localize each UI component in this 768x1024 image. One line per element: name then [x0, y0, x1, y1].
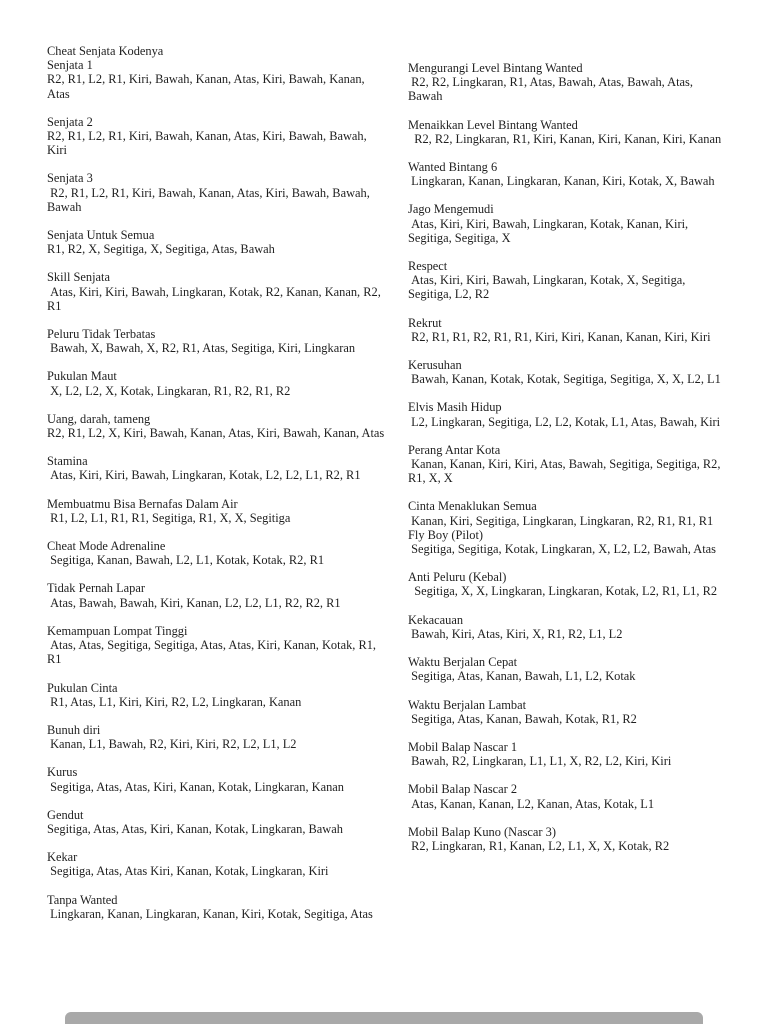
document-heading: Cheat Senjata Kodenya — [47, 44, 164, 58]
cheat-entry — [47, 681, 385, 709]
cheat-entry — [408, 655, 726, 683]
cheat-title: Cheat Mode Adrenaline — [47, 539, 166, 554]
cheat-title: Uang, darah, tameng — [47, 411, 151, 426]
cheat-title: Senjata 1 — [47, 58, 93, 73]
cheat-code: R2, R1, L2, R1, Kiri, Bawah, Kanan, Atas, Kiri, Bawah, Kanan, Atas — [47, 72, 368, 101]
cheat-code: Bawah, Kanan, Kotak, Kotak, Segitiga, Segitiga, X, X, L2, L1 — [408, 372, 721, 387]
cheat-entry — [408, 570, 726, 598]
cheat-code: Atas, Kiri, Kiri, Bawah, Lingkaran, Kotak, X, Segitiga, Segitiga, L2, R2 — [408, 273, 689, 302]
cheat-title: Elvis Masih Hidup — [408, 400, 502, 415]
cheat-title: Fly Boy (Pilot) — [408, 527, 484, 542]
cheat-title: Senjata Untuk Semua — [47, 228, 155, 243]
cheat-code: R2, R2, Lingkaran, R1, Kiri, Kanan, Kiri, Kanan, Kiri, Kanan — [408, 131, 722, 146]
cheat-title: Respect — [408, 259, 448, 274]
cheat-title: Waktu Berjalan Cepat — [408, 655, 518, 670]
cheat-entry — [47, 850, 385, 878]
cheat-entry — [47, 454, 385, 482]
cheat-code: R2, R1, L2, X, Kiri, Bawah, Kanan, Atas, Kiri, Bawah, Kanan, Atas — [47, 426, 385, 441]
cheat-title: Skill Senjata — [47, 270, 110, 285]
cheat-title: Senjata 2 — [47, 114, 93, 129]
cheat-title: Pukulan Cinta — [47, 680, 118, 695]
cheat-title: Menaikkan Level Bintang Wanted — [408, 117, 578, 132]
cheat-code: Atas, Kanan, Kanan, L2, Kanan, Atas, Kotak, L1 — [408, 796, 655, 811]
cheat-code: Kanan, Kanan, Kiri, Kiri, Atas, Bawah, Segitiga, Segitiga, R2, R1, X, X — [408, 457, 724, 486]
cheat-entry — [408, 499, 726, 527]
cheat-code: R2, Lingkaran, R1, Kanan, L2, L1, X, X, Kotak, R2 — [408, 838, 670, 853]
cheat-entry — [408, 358, 726, 386]
cheat-entry — [408, 443, 726, 486]
cheat-code: R1, L2, L1, R1, R1, Segitiga, R1, X, X, Segitiga — [47, 510, 291, 525]
cheat-entry — [47, 228, 385, 256]
cheat-code: Kanan, Kiri, Segitiga, Lingkaran, Lingkaran, R2, R1, R1, R1 — [408, 513, 714, 528]
cheat-entry — [408, 259, 726, 302]
cheat-entry — [47, 412, 385, 440]
cheat-code: Segitiga, Atas, Atas, Kiri, Kanan, Kotak, Lingkaran, Bawah — [47, 821, 343, 836]
cheat-entry — [47, 624, 385, 667]
cheat-title: Kerusuhan — [408, 358, 462, 373]
cheat-entry — [47, 171, 385, 214]
cheat-entry — [47, 581, 385, 609]
cheat-code: Lingkaran, Kanan, Lingkaran, Kanan, Kiri, Kotak, X, Bawah — [408, 174, 715, 189]
cheat-code: Atas, Bawah, Bawah, Kiri, Kanan, L2, L2, L1, R2, R2, R1 — [47, 595, 341, 610]
cheat-code: Segitiga, Atas, Kanan, Bawah, Kotak, R1, R2 — [408, 711, 637, 726]
cheat-title: Kurus — [47, 765, 78, 780]
cheat-title: Anti Peluru (Kebal) — [408, 570, 507, 585]
cheat-entry — [408, 160, 726, 188]
cheat-title: Mobil Balap Nascar 1 — [408, 739, 518, 754]
cheat-code: Bawah, R2, Lingkaran, L1, L1, X, R2, L2, Kiri, Kiri — [408, 754, 672, 769]
cheat-entry — [47, 369, 385, 397]
cheat-entry — [408, 118, 726, 146]
cheat-title: Tanpa Wanted — [47, 892, 118, 907]
cheat-code: R2, R1, R1, R2, R1, R1, Kiri, Kiri, Kanan, Kanan, Kiri, Kiri — [408, 329, 711, 344]
cheat-title: Peluru Tidak Terbatas — [47, 327, 156, 342]
cheat-title: Bunuh diri — [47, 722, 101, 737]
cheat-title: Cinta Menaklukan Semua — [408, 499, 537, 514]
cheat-code: Atas, Kiri, Kiri, Bawah, Lingkaran, Kotak, L2, L2, L1, R2, R1 — [47, 468, 361, 483]
cheat-title: Senjata 3 — [47, 171, 93, 186]
cheat-title: Waktu Berjalan Lambat — [408, 697, 527, 712]
cheat-title: Mobil Balap Kuno (Nascar 3) — [408, 824, 556, 839]
cheat-entry — [408, 61, 726, 104]
cheat-title: Kemampuan Lompat Tinggi — [47, 623, 188, 638]
cheat-title: Jago Mengemudi — [408, 202, 494, 217]
cheat-code: Bawah, Kiri, Atas, Kiri, X, R1, R2, L1, L2 — [408, 626, 623, 641]
cheat-title: Gendut — [47, 807, 84, 822]
cheat-entry — [47, 327, 385, 355]
cheat-code: X, L2, L2, X, Kotak, Lingkaran, R1, R2, R1, R2 — [47, 383, 291, 398]
cheat-entry — [47, 115, 385, 158]
cheat-code: R2, R2, Lingkaran, R1, Atas, Bawah, Atas, Bawah, Atas, Bawah — [408, 75, 697, 104]
cheat-entry — [47, 893, 385, 921]
cheat-title: Mobil Balap Nascar 2 — [408, 782, 518, 797]
cheat-code: L2, Lingkaran, Segitiga, L2, L2, Kotak, L1, Atas, Bawah, Kiri — [408, 414, 721, 429]
cheat-code: R2, R1, L2, R1, Kiri, Bawah, Kanan, Atas, Kiri, Bawah, Bawah, Kiri — [47, 129, 370, 158]
cheat-entry — [47, 497, 385, 525]
cheat-entry — [408, 825, 726, 853]
cheat-code: Atas, Atas, Segitiga, Segitiga, Atas, Atas, Kiri, Kanan, Kotak, R1, R1 — [47, 638, 380, 667]
cheat-title: Rekrut — [408, 315, 442, 330]
horizontal-scrollbar[interactable] — [65, 1012, 703, 1024]
cheat-entry — [47, 765, 385, 793]
cheat-entry — [408, 740, 726, 768]
cheat-code: Atas, Kiri, Kiri, Bawah, Lingkaran, Kotak, Kanan, Kiri, Segitiga, Segitiga, X — [408, 216, 692, 245]
cheat-entry — [408, 698, 726, 726]
cheat-code: Segitiga, Atas, Atas, Kiri, Kanan, Kotak, Lingkaran, Kanan — [47, 779, 344, 794]
cheat-code: Atas, Kiri, Kiri, Bawah, Lingkaran, Kotak, R2, Kanan, Kanan, R2, R1 — [47, 284, 384, 313]
cheat-code: Bawah, X, Bawah, X, R2, R1, Atas, Segitiga, Kiri, Lingkaran — [47, 341, 356, 356]
cheat-entry — [47, 723, 385, 751]
cheat-code: R2, R1, L2, R1, Kiri, Bawah, Kanan, Atas, Kiri, Bawah, Bawah, Bawah — [47, 185, 373, 214]
cheat-entry — [408, 400, 726, 428]
cheat-code: Segitiga, Atas, Kanan, Bawah, L1, L2, Kotak — [408, 669, 636, 684]
cheat-title: Wanted Bintang 6 — [408, 160, 498, 175]
cheat-entry — [408, 528, 726, 556]
cheat-code: Kanan, L1, Bawah, R2, Kiri, Kiri, R2, L2, L1, L2 — [47, 737, 297, 752]
cheat-title: Membuatmu Bisa Bernafas Dalam Air — [47, 496, 238, 511]
cheat-code: Lingkaran, Kanan, Lingkaran, Kanan, Kiri, Kotak, Segitiga, Atas — [47, 906, 373, 921]
cheat-entry — [47, 58, 385, 101]
cheat-entry — [408, 316, 726, 344]
left-column — [47, 44, 385, 935]
right-column — [408, 44, 726, 935]
cheat-title: Kekacauan — [408, 612, 464, 627]
cheat-title: Pukulan Maut — [47, 369, 117, 384]
left-column-entries — [47, 58, 385, 921]
cheat-entry — [408, 202, 726, 245]
cheat-code: Segitiga, Segitiga, Kotak, Lingkaran, X, L2, L2, Bawah, Atas — [408, 542, 716, 557]
cheat-title: Perang Antar Kota — [408, 442, 501, 457]
cheat-code: Segitiga, X, X, Lingkaran, Lingkaran, Kotak, L2, R1, L1, R2 — [408, 584, 718, 599]
cheat-entry — [47, 539, 385, 567]
cheat-title: Stamina — [47, 454, 88, 469]
cheat-title: Kekar — [47, 850, 78, 865]
cheat-title: Mengurangi Level Bintang Wanted — [408, 61, 583, 75]
cheat-code: Segitiga, Kanan, Bawah, L2, L1, Kotak, Kotak, R2, R1 — [47, 553, 325, 568]
cheat-entry — [408, 782, 726, 810]
cheat-code: R1, R2, X, Segitiga, X, Segitiga, Atas, Bawah — [47, 242, 275, 257]
cheat-title: Tidak Pernah Lapar — [47, 581, 145, 596]
cheat-code: R1, Atas, L1, Kiri, Kiri, R2, L2, Lingkaran, Kanan — [47, 694, 302, 709]
cheat-entry — [408, 613, 726, 641]
cheat-entry — [47, 270, 385, 313]
cheat-entry — [47, 808, 385, 836]
cheat-code: Segitiga, Atas, Atas Kiri, Kanan, Kotak, Lingkaran, Kiri — [47, 864, 329, 879]
